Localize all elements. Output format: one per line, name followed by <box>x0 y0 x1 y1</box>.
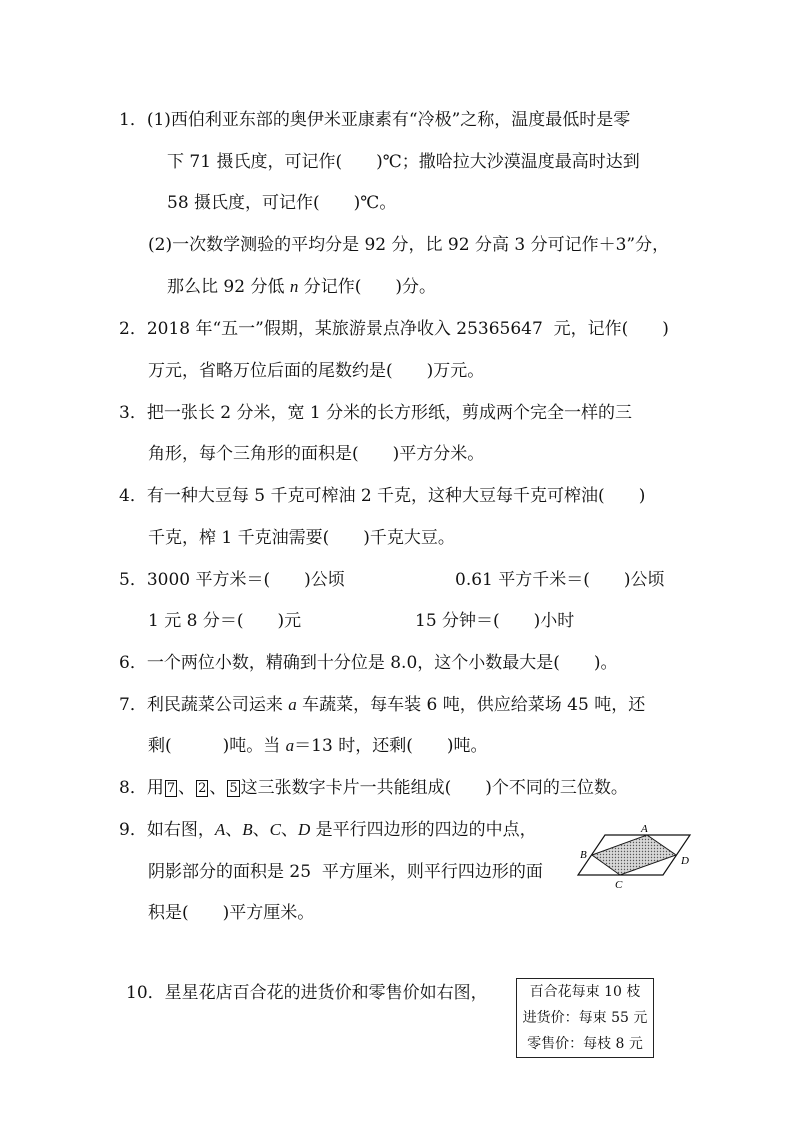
digit-card-5: 5 <box>229 781 238 796</box>
label-C: C <box>615 879 623 890</box>
q7-line1: 7．利民蔬菜公司运来 a 车蔬菜，每车装 6 吨，供应给菜场 45 吨，还 <box>119 695 646 715</box>
q5-item-a: 5．3000 平方米＝( )公顷 <box>119 570 345 590</box>
q3-line2: 角形，每个三角形的面积是( )平方分米。 <box>148 444 485 464</box>
variable-a: a <box>285 736 295 755</box>
q9-line2: 阴影部分的面积是 25 平方厘米，则平行四边形的面 <box>148 862 543 882</box>
q1-part1-line1: 1．(1)西伯利亚东部的奥伊米亚康素有“冷极”之称，温度最低时是零 <box>119 110 631 130</box>
label-D: D <box>681 855 689 867</box>
digit-card-2: 2 <box>198 781 207 796</box>
q1-part1-line2: 下 71 摄氏度，可记作( )℃；撒哈拉大沙漠温度最高时达到 <box>167 152 640 172</box>
q4-line1: 4．有一种大豆每 5 千克可榨油 2 千克，这种大豆每千克可榨油( ) <box>119 486 646 506</box>
q6-line: 6．一个两位小数，精确到十分位是 8.0，这个小数最大是( )。 <box>119 653 618 673</box>
q9-line1: 9．如右图，A、B、C、D 是平行四边形的四边的中点， <box>119 820 537 840</box>
q2-line1: 2．2018 年“五一”假期，某旅游景点净收入 25365647 元，记作( ) <box>119 319 669 339</box>
label-A: A <box>641 823 648 835</box>
q5-item-d: 15 分钟＝( )小时 <box>415 611 575 631</box>
price-box-row-3: 零售价：每枝 8 元 <box>527 1036 643 1052</box>
variable-n: n <box>289 277 299 296</box>
price-box-row-1: 百合花每束 10 枝 <box>529 984 641 1000</box>
q1-part1-line3: 58 摄氏度，可记作( )℃。 <box>167 193 397 213</box>
q5-item-b: 0.61 平方千米＝( )公顷 <box>455 570 665 590</box>
q4-line2: 千克，榨 1 千克油需要( )千克大豆。 <box>148 528 455 548</box>
q8-line: 8．用 7 、 2 、 5 这三张数字卡片一共能组成( )个不同的三位数。 <box>119 778 628 798</box>
q1-part2-line2: 那么比 92 分低 n 分记作( )分。 <box>167 277 437 297</box>
q5-item-c: 1 元 8 分＝( )元 <box>148 611 302 631</box>
parallelogram-figure <box>575 820 695 890</box>
q1-part2-line1: (2)一次数学测验的平均分是 92 分，比 92 分高 3 分可记作＋3”分， <box>148 235 670 255</box>
q9-line3: 积是( )平方厘米。 <box>148 903 315 923</box>
price-box-row-2: 进货价：每束 55 元 <box>522 1010 648 1026</box>
variable-a: a <box>288 695 297 714</box>
q7-line2: 剩( )吨。当 a＝13 时，还剩( )吨。 <box>148 736 488 756</box>
q10-line: 10．星星花店百合花的进货价和零售价如右图， <box>126 983 488 1003</box>
q3-line1: 3．把一张长 2 分米，宽 1 分米的长方形纸，剪成两个完全一样的三 <box>119 403 633 423</box>
digit-card-7: 7 <box>166 781 176 796</box>
price-info-box <box>516 978 654 1058</box>
q2-line2: 万元，省略万位后面的尾数约是( )万元。 <box>148 361 485 381</box>
label-B: B <box>580 849 587 861</box>
